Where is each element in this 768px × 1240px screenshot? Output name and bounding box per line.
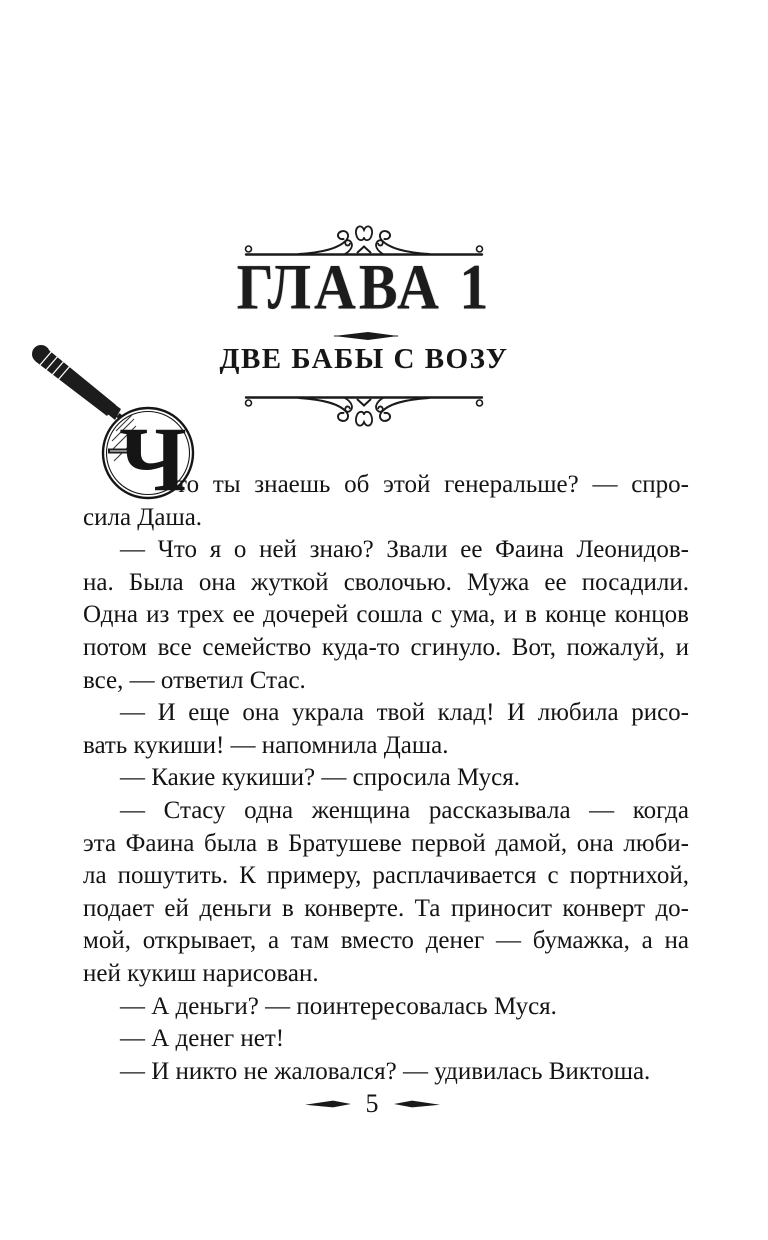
page-number-left-dash-icon xyxy=(305,1099,351,1109)
text-line: — И еще она украла твой клад! И любила рисо- xyxy=(120,699,689,727)
flourish-ornament-bottom-icon xyxy=(241,390,487,428)
body-text xyxy=(83,469,689,1088)
text-line: ла пошутить. К примеру, расплачивается с портнихой, xyxy=(83,862,689,890)
paragraph xyxy=(83,991,689,1024)
paragraph xyxy=(83,697,689,762)
text-line: то ты знаешь об этой генеральше? — спро- xyxy=(176,471,689,498)
paragraph xyxy=(83,469,689,534)
paragraph xyxy=(83,1056,689,1089)
text-line: на. Была она жуткой сволочью. Мужа ее посадили. xyxy=(83,568,689,596)
text-line: — Какие кукиши? — спросила Муся. xyxy=(120,764,520,792)
text-line: сила Даша. xyxy=(83,503,203,531)
paragraph xyxy=(83,534,689,697)
text-line: — Стасу одна женщина рассказывала — когда xyxy=(120,796,689,824)
text-line: — А деньги? — поинтересовалась Муся. xyxy=(120,992,557,1020)
page-number-right-dash-icon xyxy=(394,1099,440,1109)
chapter-title: ГЛАВА 1 xyxy=(236,250,492,324)
text-line: — А денег нет! xyxy=(120,1025,285,1053)
page-number: 5 xyxy=(365,1089,379,1118)
text-line: подает ей деньги в конверте. Та приносит конверт до- xyxy=(83,894,689,922)
text-line: — И никто не жаловался? — удивилась Виктоша. xyxy=(120,1057,651,1085)
text-line: Одна из трех ее дочерей сошла с ума, и в конце концов xyxy=(83,601,689,629)
text-line: вать кукиши! — напомнила Даша. xyxy=(83,731,449,759)
text-line: ней кукиш нарисован. xyxy=(83,959,319,987)
text-line: — Что я о ней знаю? Звали ее Фаина Леонидов- xyxy=(120,536,689,564)
text-line: все, — ответил Стас. xyxy=(83,666,306,694)
page-number-row xyxy=(0,1091,744,1117)
dropcap-letter: Ч xyxy=(119,408,187,501)
text-line: потом все семейство куда-то сгинуло. Вот, пожалуй, и xyxy=(83,633,689,661)
paragraph xyxy=(83,795,689,991)
text-line: эта Фаина была в Братушеве первой дамой, она люби- xyxy=(83,829,689,857)
paragraph xyxy=(83,762,689,795)
chapter-subtitle: ДВЕ БАБЫ С ВОЗУ xyxy=(219,343,509,375)
text-line: мой, открывает, а там вместо денег — бумажка, а на xyxy=(83,927,689,955)
paragraph xyxy=(83,1023,689,1056)
